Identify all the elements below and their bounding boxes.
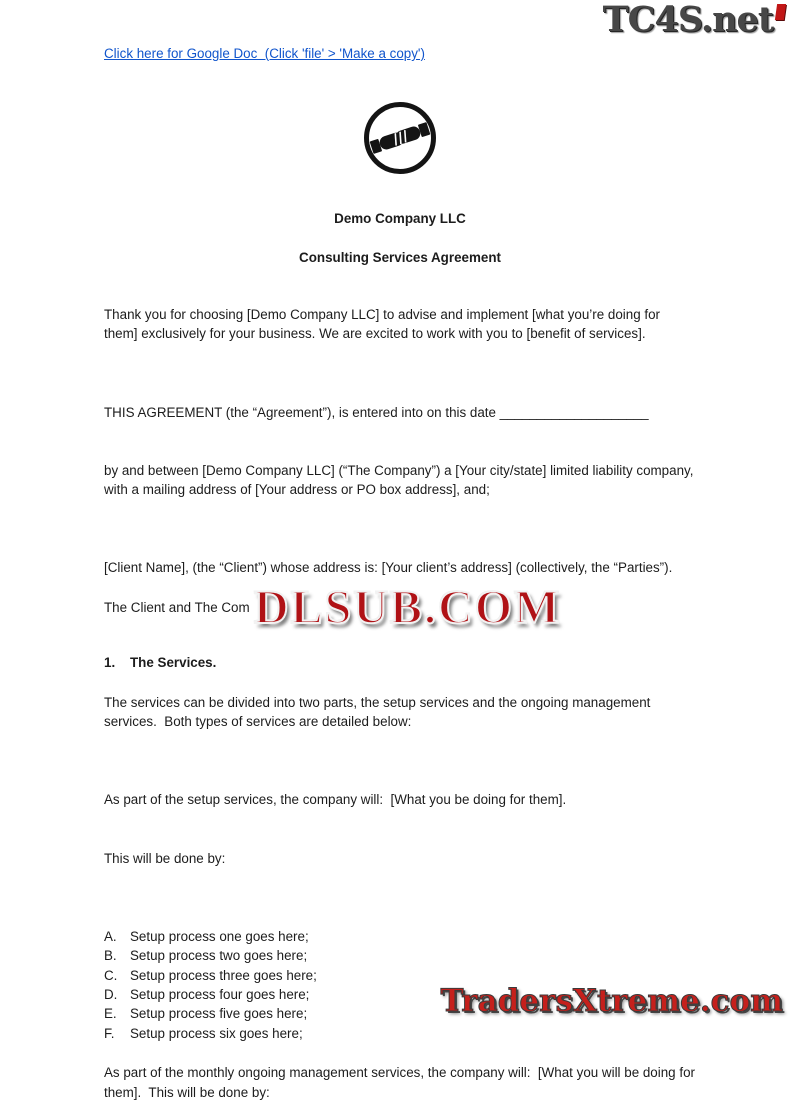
- list-item-text: Setup process four goes here;: [130, 986, 310, 1002]
- tc4s-logo-text: TC4S.net: [602, 0, 773, 40]
- list-item: [104, 946, 696, 965]
- agreement-parties-line: by and between [Demo Company LLC] (“The Company”) a [Your city/state] limited liability company, with a mailing address of [Your address or PO box address], and;: [104, 462, 698, 498]
- paragraph-services-overview: The services can be divided into two parts, the setup services and the ongoing management services. Both types of services are detailed below:: [104, 694, 655, 730]
- section-heading-services: [104, 653, 696, 672]
- tradersxtreme-watermark: TradersXtreme.com: [440, 983, 783, 1019]
- handshake-icon: [104, 101, 696, 175]
- paragraph-client: [Client Name], (the “Client”) whose address is: [Your client’s address] (collectively, the “Parties”).: [104, 560, 673, 576]
- paragraph-setup-services: [104, 752, 696, 907]
- list-marker: D.: [104, 986, 118, 1002]
- setup-services-line2: This will be done by:: [104, 850, 226, 866]
- google-doc-link[interactable]: Click here for Google Doc (Click 'file' > 'Make a copy'): [104, 46, 425, 61]
- list-item: [104, 1004, 696, 1023]
- list-marker: C.: [104, 967, 118, 983]
- dlsub-watermark: DLSUB.COM: [254, 580, 562, 634]
- list-marker: A.: [104, 928, 117, 944]
- section-number: 1.: [104, 655, 116, 671]
- list-item: [104, 1024, 696, 1043]
- logo-accent-shape: [775, 4, 786, 20]
- setup-services-line1: As part of the setup services, the company will: [What you be doing for them].: [104, 792, 567, 808]
- parties-row: [104, 580, 696, 634]
- paragraph-intro: Thank you for choosing [Demo Company LLC] to advise and implement [what you’re doing for them] exclusively for your business. We are excited to work with you to [benefit of services].: [104, 307, 664, 342]
- list-marker: E.: [104, 1006, 117, 1022]
- section-title: The Services.: [130, 655, 217, 671]
- setup-steps-list: [104, 927, 696, 1043]
- list-item-text: Setup process two goes here;: [130, 948, 308, 964]
- list-marker: B.: [104, 948, 117, 964]
- list-item-text: Setup process six goes here;: [130, 1025, 303, 1041]
- list-item: [104, 927, 696, 946]
- list-item-text: Setup process one goes here;: [130, 928, 309, 944]
- document-title: Consulting Services Agreement: [299, 250, 501, 265]
- agreement-date-line: THIS AGREEMENT (the “Agreement”), is entered into on this date ____________________: [104, 404, 649, 420]
- list-item-text: Setup process three goes here;: [130, 967, 317, 983]
- list-item-text: Setup process five goes here;: [130, 1006, 308, 1022]
- list-marker: F.: [104, 1025, 115, 1041]
- list-item: [104, 966, 696, 985]
- handshake-icon-svg: [363, 101, 437, 175]
- tc4s-logo: [603, 0, 785, 40]
- paragraph-ongoing-services: As part of the monthly ongoing management services, the company will: [What you will be doing for them]. This will be done by:: [104, 1065, 699, 1100]
- paragraph-parties-partial: The Client and The Com: [104, 599, 250, 615]
- company-name: Demo Company LLC: [334, 211, 466, 226]
- list-item: [104, 985, 696, 1004]
- paragraph-agreement: [104, 364, 696, 539]
